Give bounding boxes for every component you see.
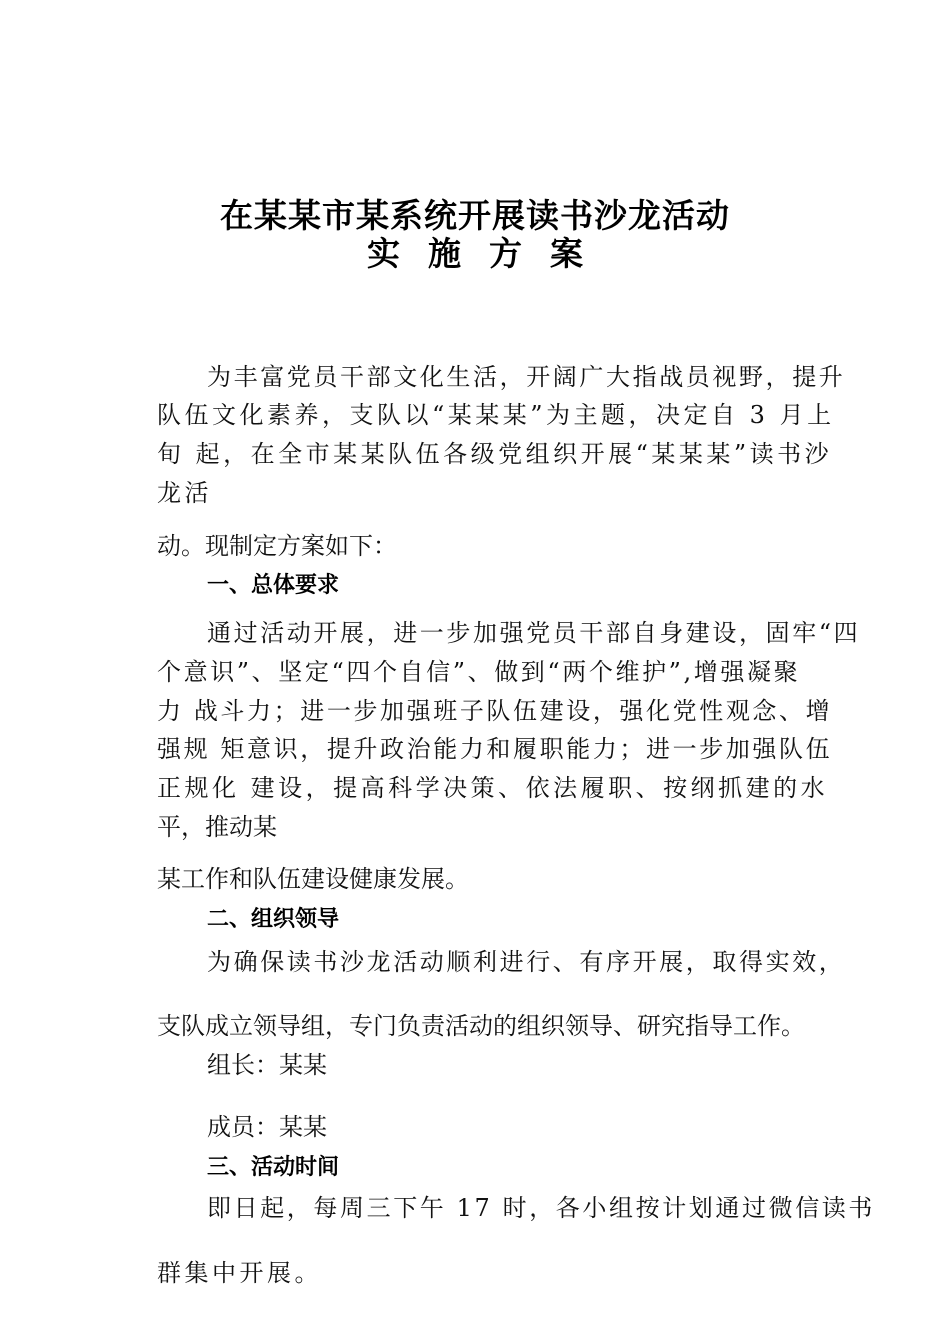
section2-line: 为确保读书沙龙活动顺利进行、有序开展，取得实效， [207,948,846,976]
intro-line: 龙活 [157,479,212,507]
section2-line: 组长：某某 [207,1051,327,1079]
section1-line: 个意识”、坚定“四个自信”、做到“两个维护”,增强凝聚 [157,658,801,686]
intro-line: 队伍文化素养，支队以“某某某”为主题，决定自 3 月上 [157,401,835,429]
section1-line: 力 战斗力；进一步加强班子队伍建设，强化党性观念、增 [157,697,833,725]
section3-line: 群集中开展。 [157,1259,322,1287]
document-subtitle: 实施方案 [367,234,611,273]
intro-line: 为丰富党员干部文化生活，开阔广大指战员视野，提升 [207,363,846,391]
section-heading: 二、组织领导 [207,907,340,932]
section2-line: 支队成立领导组，专门负责活动的组织领导、研究指导工作。 [157,1012,805,1040]
section1-line: 某工作和队伍建设健康发展。 [157,865,469,893]
section3-line: 即日起，每周三下午 17 时，各小组按计划通过微信读书 [207,1194,875,1222]
document-title: 在某某市某系统开展读书沙龙活动 [220,196,730,235]
section-heading: 一、总体要求 [207,573,340,598]
section1-line: 平，推动某 [157,813,277,841]
section2-line: 成员：某某 [207,1113,327,1141]
intro-line: 动。现制定方案如下： [157,532,397,560]
intro-line: 旬 起，在全市某某队伍各级党组织开展“某某某”读书沙 [157,440,833,468]
section1-line: 通过活动开展，进一步加强党员干部自身建设，固牢“四 [207,619,861,647]
section-heading: 三、活动时间 [207,1155,340,1180]
section1-line: 正规化 建设，提高科学决策、依法履职、按纲抓建的水 [157,774,829,802]
section1-line: 强规 矩意识，提升政治能力和履职能力；进一步加强队伍 [157,735,833,763]
